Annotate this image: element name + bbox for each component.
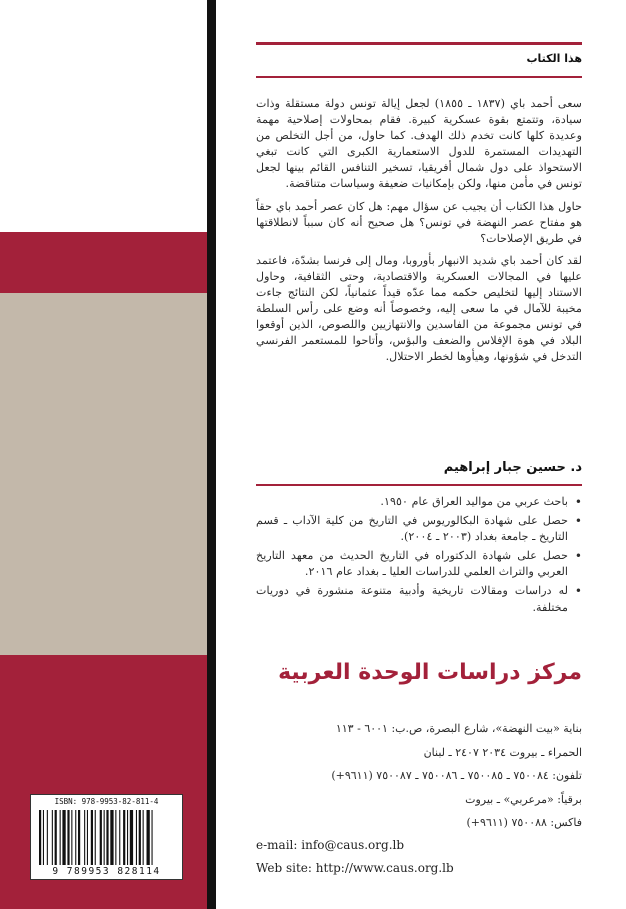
publisher-name: مركز دراسات الوحدة العربية — [278, 660, 582, 685]
left-panel-red-band — [0, 232, 207, 293]
barcode-bars — [39, 810, 176, 865]
publisher-contacts — [256, 834, 582, 880]
bio-item: • حصل على شهادة الدكتوراه في التاريخ الحديث من معهد التاريخ العربي والتراث العلمي للدراسات العليا ـ بغداد عام ٢٠١٦. — [256, 548, 582, 580]
description-paragraph: حاول هذا الكتاب أن يجيب عن سؤال مهم: هل كان عصر أحمد باي حقاً هو مفتاح عصر النهضة في تونس؟ هل صحيح أنه كان سبباً لانطلاقتها في طريق الإصلاحات؟ — [256, 199, 582, 245]
book-description — [256, 96, 582, 372]
section-title: هذا الكتاب — [526, 52, 582, 65]
left-panel-white — [0, 0, 207, 232]
author-bio — [256, 494, 582, 619]
back-cover-content — [256, 0, 582, 909]
isbn-label: ISBN: 978-9953-82-811-4 — [54, 797, 159, 806]
website-link[interactable]: http://www.caus.org.lb — [315, 861, 454, 875]
fax-line: فاكس: ٧٥٠٠٨٨ (٩٦١١+) — [466, 816, 582, 829]
phone-line: تلفون: ٧٥٠٠٨٤ ـ ٧٥٠٠٨٥ ـ ٧٥٠٠٨٦ ـ ٧٥٠٠٨٧ (٩٦١١+) — [331, 769, 582, 782]
description-paragraph: لقد كان أحمد باي شديد الانبهار بأوروبا، ومال إلى فرنسا بشدّة، فاعتمد عليها في المجالات العسكرية والاقتصادية، وحتى الثقافية، وحاول الاستناد إليها لتخليص حكمه مما عدّه قيداً عثمانياً، لكن النتائج جاءت مخيبة للآمال في ما سعى إليه، وخصوصاً أنه وضع على رأس السلطة في تونس مجموعة من الفاسدين والانتهازيين واللصوص، الذين أوقعوا البلاد في هوة الإفلاس والضعف والبؤس، وأتاحوا للمستعمر الفرنسي التدخل في شؤونها، وهيأوها لخطر الاحتلال. — [256, 253, 582, 364]
email-link[interactable]: info@caus.org.lb — [301, 838, 405, 852]
description-paragraph: سعى أحمد باي (١٨٣٧ ـ ١٨٥٥) لجعل إيالة تونس دولة مستقلة وذات سيادة، وتتمتع بقوة عسكرية كبيرة. فقام بمحاولات إصلاحية مهمة وعديدة كلها كانت تخدم ذلك الهدف. كما حاول، من أجل التخلص من التهديدات المستمرة للدول الاستعمارية الكبرى التي كانت تبغي الاستحواذ على دول شمال أفريقيا، تسخير التنافس القائم بينها لجعل تونس في مأمن منها، ولكن بإمكانيات ضعيفة وسياسات متناقضة. — [256, 97, 582, 191]
left-panel-beige — [0, 293, 207, 655]
top-rule — [256, 42, 582, 45]
author-rule — [256, 484, 582, 486]
publisher-address — [256, 717, 582, 835]
email-row — [256, 834, 582, 857]
address-line: بناية «بيت النهضة»، شارع البصرة، ص.ب: ٦٠٠١ - ١١٣ — [335, 722, 582, 735]
title-rule — [256, 76, 582, 78]
vertical-divider — [207, 0, 216, 909]
website-row — [256, 857, 582, 880]
barcode — [30, 794, 183, 880]
bio-item: • حصل على شهادة البكالوريوس في التاريخ من كلية الآداب ـ قسم التاريخ ـ جامعة بغداد (٢٠٠٣ ـ ٢٠٠٤). — [256, 513, 582, 545]
bio-item: • له دراسات ومقالات تاريخية وأدبية متنوعة منشورة في دوريات مختلفة. — [256, 583, 582, 615]
telegram-line: برقياً: «مرعربي» ـ بيروت — [465, 792, 582, 806]
email-label: e-mail: — [256, 838, 298, 852]
isbn-digits: 9 789953 828114 — [52, 866, 161, 877]
author-name: د. حسين جبار إبراهيم — [443, 460, 582, 475]
bio-item: • باحث عربي من مواليد العراق عام ١٩٥٠. — [256, 494, 582, 510]
website-label: Web site: — [256, 861, 312, 875]
address-line: الحمراء ـ بيروت ٢٠٣٤ ٢٤٠٧ ـ لبنان — [423, 745, 582, 759]
